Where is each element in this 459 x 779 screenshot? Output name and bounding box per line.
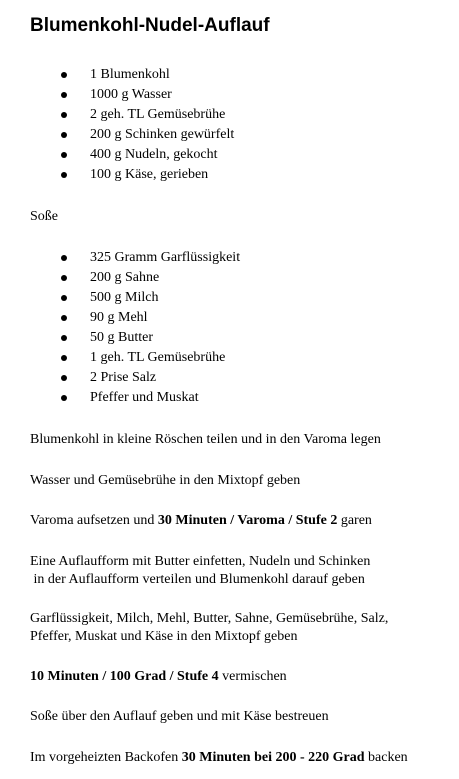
ingredient-list [0, 65, 234, 185]
step-5: Garflüssigkeit, Milch, Mehl, Butter, Sahne, Gemüsebrühe, Salz, Pfeffer, Muskat und Käse in den Mixtopf geben [30, 611, 389, 644]
list-item: 500 g Milch [0, 288, 240, 308]
list-item: 1 Blumenkohl [0, 65, 234, 85]
bullet-icon [61, 172, 67, 178]
sauce-heading: Soße [30, 209, 58, 224]
list-item: 50 g Butter [0, 328, 240, 348]
bullet-icon [61, 375, 67, 381]
step-7: Soße über den Auflauf geben und mit Käse bestreuen [30, 709, 329, 724]
list-item: 325 Gramm Garflüssigkeit [0, 248, 240, 268]
recipe-title: Blumenkohl-Nudel-Auflauf [30, 15, 270, 36]
bullet-icon [61, 395, 67, 401]
list-item: 90 g Mehl [0, 308, 240, 328]
step-8: Im vorgeheizten Backofen 30 Minuten bei 200 - 220 Grad backen [30, 750, 408, 765]
bullet-icon [61, 72, 67, 78]
list-item: 2 geh. TL Gemüsebrühe [0, 105, 234, 125]
bullet-icon [61, 335, 67, 341]
bullet-icon [61, 255, 67, 261]
list-item: 200 g Sahne [0, 268, 240, 288]
step-4: Eine Auflaufform mit Butter einfetten, Nudeln und Schinken in der Auflaufform verteilen und Blumenkohl darauf geben [30, 554, 371, 587]
list-item: 1 geh. TL Gemüsebrühe [0, 348, 240, 368]
bullet-icon [61, 295, 67, 301]
step-6: 10 Minuten / 100 Grad / Stufe 4 vermischen [30, 669, 287, 684]
bullet-icon [61, 92, 67, 98]
step-3: Varoma aufsetzen und 30 Minuten / Varoma / Stufe 2 garen [30, 513, 372, 528]
bullet-icon [61, 275, 67, 281]
list-item: 2 Prise Salz [0, 368, 240, 388]
list-item: Pfeffer und Muskat [0, 388, 240, 408]
bullet-icon [61, 132, 67, 138]
list-item: 400 g Nudeln, gekocht [0, 145, 234, 165]
sauce-ingredient-list [0, 248, 240, 408]
list-item: 200 g Schinken gewürfelt [0, 125, 234, 145]
bullet-icon [61, 152, 67, 158]
bullet-icon [61, 112, 67, 118]
bullet-icon [61, 355, 67, 361]
list-item: 100 g Käse, gerieben [0, 165, 234, 185]
bullet-icon [61, 315, 67, 321]
step-1: Blumenkohl in kleine Röschen teilen und in den Varoma legen [30, 432, 381, 447]
list-item: 1000 g Wasser [0, 85, 234, 105]
step-2: Wasser und Gemüsebrühe in den Mixtopf geben [30, 473, 301, 488]
